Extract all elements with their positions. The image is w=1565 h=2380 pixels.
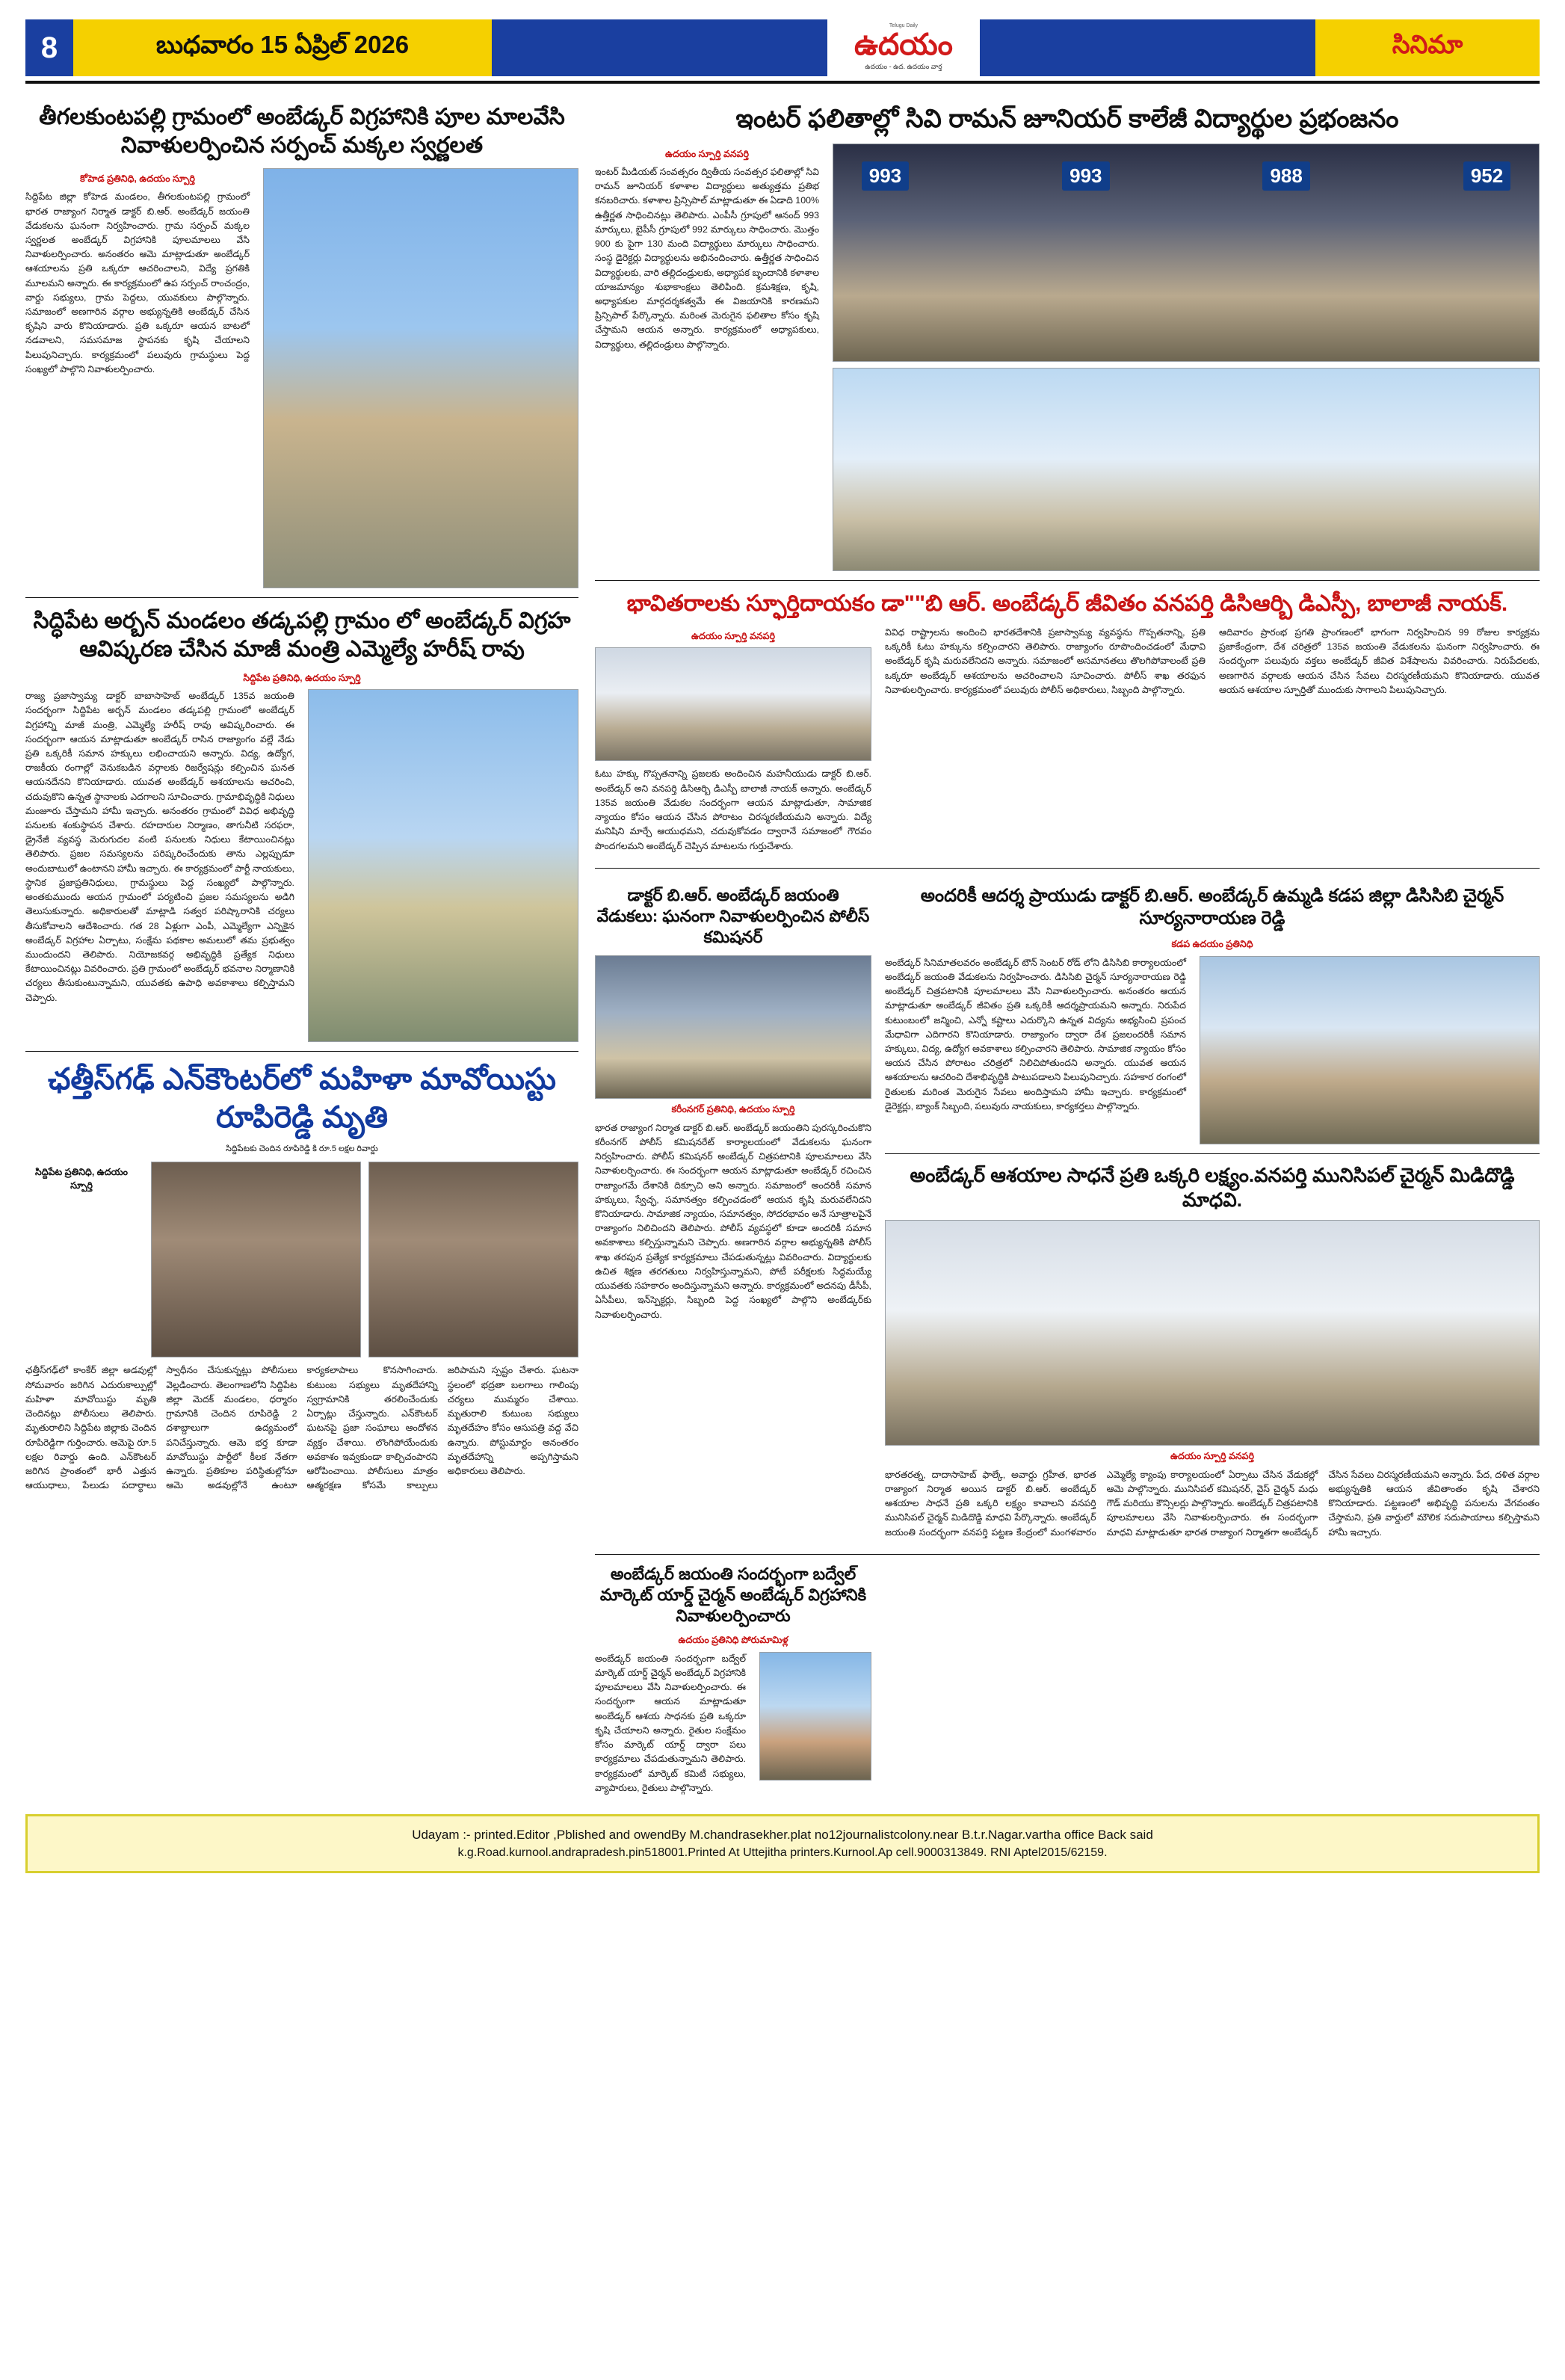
publication-logo [827, 19, 980, 76]
footer-line-2: k.g.Road.kurnool.andrapradesh.pin518001.Printed At Uttejitha printers.Kurnool.Ap cell.9000313849. RNI Aptel2015/62159. [457, 1846, 1108, 1860]
footer-line-1: Udayam :- printed.Editor ,Pblished and owendBy M.chandrasekher.plat no12journalistcolony.near B.t.r.Nagar.vartha office Back said [412, 1827, 1153, 1842]
article-4-headline: భావితరాలకు స్ఫూర్తిదాయకం డా""బి ఆర్. అంబేడ్కర్ జీవితం వనపర్తి డిసిఆర్బి డిఎస్పీ, బాలాజీ నాయక్. [626, 591, 1508, 616]
article-8-block [595, 1564, 871, 1801]
page-footer [25, 1814, 1540, 1874]
article-9-byline: ఉదయం స్పూర్తి వనపర్తి [1170, 1451, 1254, 1462]
article-8-body: అంబేడ్కర్ జయంతి సందర్భంగా బద్వేల్ మార్కెట్ యార్డ్ చైర్మన్ అంబేడ్కర్ విగ్రహానికి పూలమాలలు వేసి నివాళులర్పించారు. ఈ సందర్భంగా ఆయన మాట్లాడుతూ అంబేడ్కర్ ఆశయ సాధనకు ప్రతి ఒక్కరూ కృషి చేయాలని అన్నారు. రైతుల సంక్షేమం కోసం మార్కెట్ యార్డ్ ద్వారా పలు కార్యక్రమాలు చేపడుతున్నామని తెలిపారు. కార్యక్రమంలో మార్కెట్ కమిటీ సభ్యులు, వ్యాపారులు, రైతులు పాల్గొన్నారు. [595, 1653, 746, 1793]
score-badge-4: 952 [1463, 161, 1510, 191]
article-4-top [595, 626, 1540, 859]
article-8-headline: అంబేడ్కర్ జయంతి సందర్భంగా బద్వేల్ మార్కెట్ యార్డ్ చైర్మన్ అంబేడ్కర్ విగ్రహానికి నివాళులర్పించారు [599, 1564, 867, 1626]
section-label: సినిమా [1392, 30, 1463, 59]
article-5-body: ఛత్తీస్‌గఢ్‌లో కాంకేర్ జిల్లా అడవుల్లో సోమవారం జరిగిన ఎదురుకాల్పుల్లో మహిళా మావోయిస్టు మృతి చెందినట్లు పోలీసులు తెలిపారు. మృతురాలిని సిద్దిపేట జిల్లాకు చెందిన రూపిరెడ్డిగా గుర్తించారు. ఆమెపై రూ.5 లక్షల రివార్డు ఉంది. ఎన్‌కౌంటర్ జరిగిన ప్రాంతంలో భారీ ఎత్తున ఆయుధాలు, పేలుడు పదార్థాలు స్వాధీనం చేసుకున్నట్లు పోలీసులు వెల్లడించారు. తెలంగాణలోని సిద్దిపేట జిల్లా మెదక్ మండలం, ధర్మారం గ్రామానికి చెందిన రూపిరెడ్డి 2 దశాబ్దాలుగా ఉద్యమంలో పనిచేస్తున్నారు. ఆమె భర్త కూడా మావోయిస్టు పార్టీలో కీలక నేతగా ఉన్నారు. ప్రతికూల పరిస్థితుల్లోనూ ఆమె అడవుల్లోనే ఉంటూ కార్యకలాపాలు కొనసాగించారు. కుటుంబ సభ్యులు మృతదేహాన్ని స్వగ్రామానికి తరలించేందుకు ఏర్పాట్లు చేస్తున్నారు. ఎన్‌కౌంటర్ ఘటనపై ప్రజా సంఘాలు ఆందోళన వ్యక్తం చేశాయి. లొంగిపోయేందుకు అవకాశం ఇవ్వకుండా కాల్చిచంపారని ఆరోపించాయి. పోలీసులు మాత్రం ఆత్మరక్షణ కోసమే కాల్పులు జరిపామని స్పష్టం చేశారు. ఘటనా స్థలంలో భద్రతా బలగాలు గాలింపు చర్యలు ముమ్మరం చేశాయి. మృతురాలి కుటుంబ సభ్యులు మృతదేహం కోసం ఆసుపత్రి వద్ద వేచి ఉన్నారు. పోస్టుమార్టం అనంతరం మృతదేహాన్ని అప్పగిస్తామని అధికారులు తెలిపారు. [25, 1365, 578, 1491]
article-3-photo [308, 689, 578, 1042]
article-2-top [595, 144, 1540, 571]
article-7-body: అంబేడ్కర్ సినిమాతలవరం అంబేడ్కర్ టౌన్ సెంటర్ రోడ్ లోని డిసిసిబి కార్యాలయంలో అంబేడ్కర్ జయంతి వేడుకలను నిర్వహించారు. డిసిసిబి చైర్మన్ సూర్యనారాయణ రెడ్డి అంబేడ్కర్ చిత్రపటానికి పూలమాలలు వేసి నివాళులర్పించారు. అనంతరం ఆయన మాట్లాడుతూ అంబేడ్కర్ జీవితం ప్రతి ఒక్కరికీ ఆదర్శప్రాయమని అన్నారు. నిరుపేద కుటుంబంలో జన్మించి, ఎన్నో కష్టాలు ఎదుర్కొని ఉన్నత విద్యను అభ్యసించి ప్రపంచ మేధావిగా ఎదిగారని కొనియాడారు. రాజ్యాంగం ద్వారా దేశ ప్రజలందరికీ సమాన హక్కులు, విద్య, ఉద్యోగ అవకాశాలు కల్పించారని తెలిపారు. సామాజిక న్యాయం కోసం ఆయన చేసిన పోరాటం చరిత్రలో నిలిచిపోతుందని అన్నారు. యువత ఆయన ఆశయాలను ఆచరించి దేశాభివృద్ధికి పాటుపడాలని పిలుపునిచ్చారు. సహకార రంగంలో రైతులకు మరింత మెరుగైన సేవలు అందిస్తామని హామీ ఇచ్చారు. కార్యక్రమంలో డైరెక్టర్లు, బ్యాంక్ సిబ్బంది, పలువురు నాయకులు, కార్యకర్తలు పాల్గొన్నారు. [885, 957, 1186, 1112]
article-8-byline: ఉదయం ప్రతినిధి పోరుమామిళ్ల [678, 1635, 788, 1646]
section-label-box [1315, 19, 1540, 76]
masthead-rule [25, 81, 1540, 84]
newspaper-page [0, 19, 1565, 2380]
masthead [25, 19, 1540, 76]
article-5-top [25, 1162, 578, 1357]
article-2-photo-top [833, 144, 1540, 362]
masthead-center [492, 19, 1315, 76]
article-6-photo [595, 955, 871, 1099]
article-3-headline: సిద్ధిపేట అర్బన్ మండలం తడ్కపల్లి గ్రామం లో అంబేడ్కర్ విగ్రహ ఆవిష్కరణ చేసిన మాజీ మంత్రి ఎమ్మెల్యే హరీష్ రావు [33, 608, 571, 662]
logo-toptext: Telugu Daily [889, 23, 919, 28]
divider-2 [25, 1051, 578, 1052]
logo-subtitle: ఉదయం - ఉద. ఉదయం వార్త [865, 63, 942, 70]
score-badges [862, 161, 1511, 191]
column-left [25, 96, 578, 1801]
article-4-photo [595, 647, 871, 761]
row-mid [595, 878, 1540, 1545]
article-6-body: భారత రాజ్యాంగ నిర్మాత డాక్టర్ బి.ఆర్. అంబేడ్కర్ జయంతిని పురస్కరించుకొని కరీంనగర్ పోలీస్ కమిషనరేట్ కార్యాలయంలో వేడుకలను ఘనంగా నిర్వహించారు. పోలీస్ కమిషనర్ అంబేడ్కర్ చిత్రపటానికి పూలమాలలు వేసి నివాళులర్పించారు. ఈ సందర్భంగా ఆయన మాట్లాడుతూ అంబేడ్కర్ రచించిన రాజ్యాంగమే దేశానికి దిక్సూచి అని అన్నారు. సమాజంలో అందరికీ సమాన హక్కులు, స్వేచ్ఛ, సమానత్వం కల్పించడంలో ఆయన కృషి మరువలేనిదని కొనియాడారు. సామాజిక న్యాయం, సమానత్వం, సోదరభావం అనే సూత్రాలపైనే రాజ్యాంగం నిలిచిందని తెలిపారు. పోలీస్ వ్యవస్థలో కూడా అందరికీ సమాన అవకాశాలు కల్పిస్తున్నామని చెప్పారు. అణగారిన వర్గాల అభ్యున్నతికి పోలీస్ శాఖ తరపున ప్రత్యేక కార్యక్రమాలు చేపడుతున్నట్లు వివరించారు. విద్యార్థులకు ఉచిత శిక్షణ తరగతులు నిర్వహిస్తున్నామని, పోటీ పరీక్షలకు సిద్ధమయ్యే యువతకు సహకారం అందిస్తున్నామని అన్నారు. కార్యక్రమంలో అదనపు డీసీపీ, ఏసీపీలు, ఇన్‌స్పెక్టర్లు, సిబ్బంది పెద్ద సంఖ్యలో పాల్గొని అంబేడ్కర్‌కు నివాళులర్పించారు. [595, 1122, 871, 1320]
article-1-byline: కోహెడ ప్రతినిధి, ఉదయం స్పూర్తి [80, 173, 195, 184]
divider-4 [595, 868, 1540, 869]
article-9-headline: అంబేడ్కర్ ఆశయాల సాధనే ప్రతి ఒక్కరి లక్ష్యం.వనపర్తి మునిసిపల్ చైర్మన్ మిడిదొడ్డి మాధవి. [910, 1163, 1515, 1211]
article-4-body-3: ఆదివారం ప్రారంభ ప్రగతి ప్రాంగణంలో భాగంగా నిర్వహించిన 99 రోజుల కార్యక్రమ ప్రజాకేంద్రంగా, దేశ చరిత్రలో 135వ జయంతి వేడుకలను ఘనంగా నిర్వహించారు. ఈ సందర్భంగా పలువురు వక్తలు అంబేడ్కర్ జీవిత విశేషాలను వివరించారు. నిరుపేదలకు, అణగారిన వర్గాలకు ఆయన చేసిన సేవలు చిరస్మరణీయమని కొనియాడారు. యువత ఆయన ఆశయాల స్ఫూర్తితో ముందుకు సాగాలని పిలుపునిచ్చారు. [1219, 626, 1540, 695]
score-badge-1: 993 [862, 161, 909, 191]
divider-5 [885, 1153, 1540, 1154]
article-6-headline: డాక్టర్ బి.ఆర్. అంబేడ్కర్ జయంతి వేడుకలు: ఘనంగా నివాళులర్పించిన పోలీస్ కమిషనర్ [596, 885, 870, 947]
article-4-body-2: వివిధ రాష్ట్రాలను అందించి భారతదేశానికి ప్రజాస్వామ్య వ్యవస్థను గొప్పతనాన్ని, ప్రతి ఒక్కరికీ ఓటు హక్కును కల్పించారని తెలిపారు. రాజ్యాంగం రూపొందించడంలో మేధావి అంబేడ్కర్ కృషి మరువలేనిదని అన్నారు. సమాజంలో అసమానతలు తొలగిపోవాలంటే ప్రతి ఒక్కరూ అంబేడ్కర్ ఆశయాలను ఆచరించాలని సూచించారు. పోలీస్ శాఖ తరఫున నివాళులర్పించారు. కార్యక్రమంలో పలువురు పోలీస్ అధికారులు, సిబ్బంది పాల్గొన్నారు. [885, 626, 1206, 695]
article-5-photo-2 [368, 1162, 578, 1357]
article-9-photo [885, 1220, 1540, 1446]
article-5-photo-1 [151, 1162, 361, 1357]
score-badge-2: 993 [1062, 161, 1109, 191]
article-5-headline: ఛత్తీస్‌గఢ్ ఎన్‌కౌంటర్‌లో మహిళా మావోయిస్టు రూపిరెడ్డి మృతి [48, 1063, 556, 1135]
article-7-top [885, 956, 1540, 1144]
divider-3 [595, 580, 1540, 581]
article-2-byline: ఉదయం స్పూర్తి వనపర్తి [665, 148, 749, 159]
article-2-body: ఇంటర్ మీడియట్ సంవత్సరం ద్వితీయ సంవత్సర ఫలితాల్లో సివి రామన్ జూనియర్ కళాశాల విద్యార్థులు అత్యుత్తమ ప్రతిభ కనబరిచారు. కళాశాల ప్రిన్సిపాల్ మాట్లాడుతూ ఈ ఏడాది 100% ఉత్తీర్ణత సాధించినట్లు తెలిపారు. ఎంపీసీ గ్రూపులో ఆనంద్ 993 మార్కులు, బైపీసీ గ్రూపులో 992 మార్కులు సాధించారు. మొత్తం 900 కు పైగా 130 మంది విద్యార్థులు మార్కులు సాధించారు. సంస్థ డైరెక్టర్లు విద్యార్థులను అభినందించారు. ఉత్తీర్ణత సాధించిన విద్యార్థులకు, వారి తల్లిదండ్రులకు, అధ్యాపక బృందానికి కళాశాల యాజమాన్యం శుభాకాంక్షలు తెలిపింది. క్రమశిక్షణ, కృషి, అధ్యాపకుల మార్గదర్శకత్వమే ఈ విజయానికి కారణమని ప్రిన్సిపాల్ పేర్కొన్నారు. మరింత మెరుగైన ఫలితాల కోసం కృషి చేస్తామని ఆయన అన్నారు. కార్యక్రమంలో అధ్యాపకులు, విద్యార్థులు, తల్లిదండ్రులు పాల్గొన్నారు. [595, 167, 819, 350]
article-1-headline: తీగలకుంటపల్లి గ్రామంలో అంబేడ్కర్ విగ్రహానికి పూల మాలవేసి నివాళులర్పించిన సర్పంచ్ మక్కల స్వర్ణలత [39, 105, 565, 158]
article-5-photos [151, 1162, 578, 1357]
divider-1 [25, 597, 578, 598]
row-1 [25, 96, 1540, 1801]
divider-6 [595, 1554, 1540, 1555]
article-3-top [25, 689, 578, 1042]
article-6-byline: కరీంనగర్ ప్రతినిధి, ఉదయం స్పూర్తి [671, 1104, 795, 1115]
page-number: 8 [25, 19, 73, 76]
article-2-photo-bottom [833, 368, 1540, 571]
article-8-photo [759, 1652, 871, 1781]
article-1-photo [263, 168, 578, 588]
article-9-body: భారతరత్న, దాదాసాహెబ్ ఫాల్కే, అవార్డు గ్రహీత, భారత రాజ్యాంగ నిర్మాత అయిన డాక్టర్ బి.ఆర్. అంబేడ్కర్ ఆశయాల సాధనే ప్రతి ఒక్కరి లక్ష్యం కావాలని వనపర్తి మునిసిపల్ చైర్మన్ మిడిదొడ్డి మాధవి పేర్కొన్నారు. అంబేడ్కర్ జయంతి సందర్భంగా వనపర్తి పట్టణ కేంద్రంలో మంగళవారం ఎమ్మెల్యే క్యాంపు కార్యాలయంలో ఏర్పాటు చేసిన వేడుకల్లో ఆమె పాల్గొన్నారు. మునిసిపల్ కమిషనర్, వైస్ చైర్మన్ మధు గౌడ్ మరియు కౌన్సిలర్లు పాల్గొన్నారు. అంబేడ్కర్ చిత్రపటానికి పూలమాలలు వేసి నివాళులర్పించారు. ఈ సందర్భంగా మాధవి మాట్లాడుతూ భారత రాజ్యాంగ నిర్మాతగా అంబేడ్కర్ చేసిన సేవలు చిరస్మరణీయమని అన్నారు. పేద, దళిత వర్గాల అభ్యున్నతికి ఆయన జీవితాంతం కృషి చేశారని కొనియాడారు. పట్టణంలో అభివృద్ధి పనులను వేగవంతం చేస్తామని, ప్రతి వార్డులో మౌలిక సదుపాయాలు కల్పిస్తామని హామీ ఇచ్చారు. [885, 1469, 1540, 1538]
score-badge-3: 988 [1262, 161, 1309, 191]
article-3-byline: సిద్దిపేట ప్రతినిధి, ఉదయం స్పూర్తి [243, 672, 361, 683]
article-7-byline: కడప ఉదయం ప్రతినిధి [1171, 939, 1253, 950]
article-1-body-wrap [25, 168, 578, 588]
article-5-subline: సిద్దిపేటకు చెందిన రూపిరెడ్డి కి రూ.5 లక్షల రివార్డు [226, 1144, 378, 1154]
article-2-headline: ఇంటర్ ఫలితాల్లో సివి రామన్ జూనియర్ కాలేజీ విద్యార్థుల ప్రభంజనం [735, 105, 1399, 133]
issue-date: బుధవారం 15 ఏప్రిల్ 2026 [73, 19, 492, 76]
article-4-byline: ఉదయం స్పూర్తి వనపర్తి [691, 630, 775, 641]
article-8-top [595, 1652, 871, 1801]
column-right [595, 96, 1540, 1801]
article-7-headline: అందరికీ ఆదర్శ ప్రాయుడు డాక్టర్ బి.ఆర్. అంబేడ్కర్ ఉమ్మడి కడప జిల్లా డిసిసిబి చైర్మన్ సూర్యనారాయణ రెడ్డి [920, 885, 1504, 929]
article-3-body: రాజ్య ప్రజాస్వామ్య డాక్టర్ బాబాసాహెబ్ అంబేడ్కర్ 135వ జయంతి సందర్భంగా సిద్దిపేట అర్బన్ మండలం తడ్కపల్లి గ్రామంలో అంబేడ్కర్ విగ్రహాన్ని మాజీ మంత్రి, ఎమ్మెల్యే హరీష్ రావు ఆవిష్కరించారు. ఈ సందర్భంగా ఆయన మాట్లాడుతూ అంబేడ్కర్ రాసిన రాజ్యాంగం వల్లే నేడు ప్రతి ఒక్కరికీ సమాన హక్కులు లభించాయని అన్నారు. విద్య, ఉద్యోగ, రాజకీయ రంగాల్లో వెనుకబడిన వర్గాలకు రిజర్వేషన్లు కల్పించిన ఘనత ఆయనదేనని కొనియాడారు. యువత అంబేడ్కర్ ఆశయాలను ఆచరించి, చదువుకొని ఉన్నత స్థానాలకు ఎదగాలని సూచించారు. గ్రామాభివృద్ధికి నిధులు మంజూరు చేస్తామని హామీ ఇచ్చారు. అనంతరం గ్రామంలో వివిధ అభివృద్ధి పనులకు శంకుస్థాపన చేశారు. రహదారుల నిర్మాణం, తాగునీటి సరఫరా, డ్రైనేజీ వ్యవస్థ మెరుగుదల వంటి పనులకు నిధులు కేటాయించినట్లు తెలిపారు. ప్రజల సమస్యలను పరిష్కరించేందుకు తాను ఎల్లప్పుడూ అందుబాటులో ఉంటానని హామీ ఇచ్చారు. ఈ కార్యక్రమంలో పార్టీ నాయకులు, స్థానిక ప్రజాప్రతినిధులు, గ్రామస్థులు పెద్ద సంఖ్యలో పాల్గొన్నారు. అంతకుముందు ఆయన గ్రామంలో పర్యటించి ప్రజల సమస్యలను అడిగి తెలుసుకున్నారు. అధికారులతో మాట్లాడి సత్వర పరిష్కారానికి చర్యలు తీసుకోవాలని ఆదేశించారు. గత 28 ఏళ్లుగా ఎంపీ, ఎమ్మెల్యేగా ఎన్నికైన అంబేడ్కర్ విగ్రహాల ఏర్పాటు, సంక్షేమ పథకాల అమలులో తమ ప్రభుత్వం ముందుందని తెలిపారు. నియోజకవర్గ అభివృద్ధికి ప్రత్యేక నిధులు కేటాయించినట్లు వివరించారు. ప్రతి గ్రామంలో అంబేడ్కర్ భవనాల నిర్మాణానికి చర్యలు తీసుకుంటున్నామని, యువతకు ఉపాధి అవకాశాలు కల్పిస్తామని చెప్పారు. [25, 691, 294, 1003]
logo-title: ఉదయం [854, 28, 953, 61]
article-1-body: సిద్దిపేట జిల్లా కోహెడ మండలం, తీగలకుంటపల్లి గ్రామంలో భారత రాజ్యాంగ నిర్మాత డాక్టర్ బి.ఆర్. అంబేడ్కర్ జయంతి వేడుకలను ఘనంగా నిర్వహించారు. గ్రామ సర్పంచ్ మక్కల స్వర్ణలత అంబేడ్కర్ విగ్రహానికి పూలమాలలు వేసి నివాళులర్పించారు. అనంతరం ఆమె మాట్లాడుతూ అంబేడ్కర్ ఆశయాలను ప్రతి ఒక్కరూ ఆచరించాలని, విద్యే ప్రగతికి మూలమని అన్నారు. ఈ కార్యక్రమంలో ఉప సర్పంచ్ రాంచంద్రం, వార్డు సభ్యులు, గ్రామ పెద్దలు, యువకులు పాల్గొన్నారు. సమాజంలో అణగారిన వర్గాల అభ్యున్నతికి అంబేడ్కర్ చేసిన కృషిని వారు కొనియాడారు. ప్రతి ఒక్కరూ ఆయన బాటలో నడవాలని, సమసమాజ స్థాపనకు కృషి చేయాలని పిలుపునిచ్చారు. కార్యక్రమంలో పలువురు గ్రామస్థులు పెద్ద సంఖ్యలో పాల్గొని నివాళులర్పించారు. [25, 191, 250, 374]
article-5-byline: సిద్దిపేట ప్రతినిధి, ఉదయం స్పూర్తి [34, 1167, 129, 1191]
article-7-photo [1200, 956, 1540, 1144]
article-4-body-1: ఓటు హక్కు గొప్పతనాన్ని ప్రజలకు అందించిన మహనీయుడు డాక్టర్ బి.ఆర్. అంబేడ్కర్ అని వనపర్తి డిసిఆర్బి డిఎస్పీ బాలాజీ నాయక్ అన్నారు. అంబేడ్కర్ 135వ జయంతి వేడుకల సందర్భంగా ఆయన మాట్లాడుతూ, సామాజిక న్యాయం కోసం ఆయన చేసిన పోరాటం చిరస్మరణీయమని అన్నారు. విద్యే మనిషిని మార్చే ఆయుధమని, చదువుకోవడం ద్వారానే సమాజంలో గౌరవం పొందగలమని అంబేడ్కర్ చెప్పిన మాటలను గుర్తుచేశారు. [595, 768, 871, 851]
